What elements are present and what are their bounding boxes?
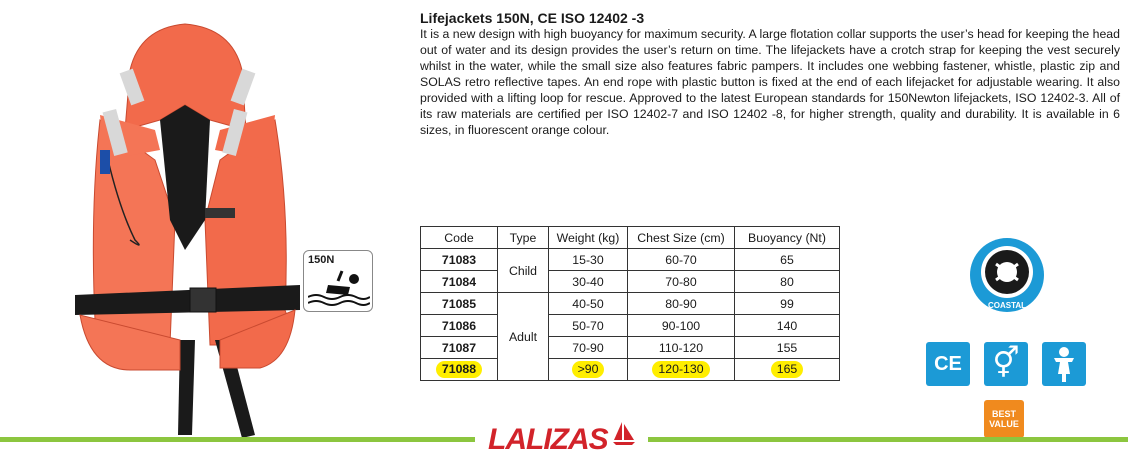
brand-logo: LALIZAS — [488, 423, 608, 456]
badge-label: 150N — [308, 254, 335, 266]
sailboat-icon — [612, 420, 636, 446]
buoyancy-cell — [735, 359, 840, 381]
best-value-badge: BEST VALUE — [984, 400, 1024, 438]
chest-cell: 110-120 — [628, 337, 735, 359]
header-buoyancy: Buoyancy (Nt) — [735, 227, 840, 249]
ce-label: CE — [934, 352, 962, 375]
swimmer-icon — [308, 267, 370, 309]
header-code: Code — [421, 227, 498, 249]
weight-cell — [549, 359, 628, 381]
buoyancy-cell: 65 — [735, 249, 840, 271]
header-type: Type — [498, 227, 549, 249]
coastal-icon — [968, 236, 1046, 314]
highlighted-code: 71088 — [436, 361, 482, 378]
table-row — [421, 271, 840, 293]
chest-cell — [628, 359, 735, 381]
weight-cell: 15-30 — [549, 249, 628, 271]
150n-buoyancy-badge — [303, 250, 373, 312]
buoyancy-cell: 80 — [735, 271, 840, 293]
ce-mark-icon — [926, 342, 970, 386]
coastal-label: COASTAL — [987, 301, 1027, 310]
table-row — [421, 293, 840, 315]
footer-line-right — [648, 437, 1128, 442]
buoyancy-cell: 99 — [735, 293, 840, 315]
table-header-row — [421, 227, 840, 249]
table-row-highlighted — [421, 359, 840, 381]
product-description: It is a new design with high buoyancy for maximum security. A large flotation collar supports the user’s head for keeping the head out of water and its design provides the user’s return on time. The lifejackets have a crotch strap for keeping the vest securely whilst in the water, while the small size also features fabric pampers. It includes one webbing fastener, whistle, plastic zip and SOLAS retro reflective tapes. An end rope with plastic button is fixed at the end of each lifejacket for adjustable wearing. It also provided with a lifting loop for rescue. Approved to the latest European standards for 150Newton lifejackets, ISO 12402-3. All of its raw materials are certified per ISO 12402-7 and ISO 12402 -8, for higher strength, quality and durability. It is available in 6 sizes, in fluorescent orange colour. — [420, 27, 1120, 137]
code-cell: 71084 — [421, 271, 498, 293]
highlighted-weight: >90 — [572, 361, 605, 378]
highlighted-chest: 120-130 — [652, 361, 709, 378]
highlighted-buoyancy: 165 — [771, 361, 804, 378]
chest-cell: 80-90 — [628, 293, 735, 315]
buoyancy-cell: 155 — [735, 337, 840, 359]
table-row — [421, 337, 840, 359]
chest-cell: 90-100 — [628, 315, 735, 337]
code-cell: 71086 — [421, 315, 498, 337]
code-cell: 71085 — [421, 293, 498, 315]
child-icon — [1042, 342, 1086, 386]
weight-cell: 70-90 — [549, 337, 628, 359]
product-title: Lifejackets 150N, CE ISO 12402 -3 — [420, 10, 645, 26]
table-row — [421, 249, 840, 271]
code-cell: 71083 — [421, 249, 498, 271]
unisex-icon: ⚥ — [984, 342, 1028, 386]
code-cell: 71087 — [421, 337, 498, 359]
code-cell — [421, 359, 498, 381]
weight-cell: 30-40 — [549, 271, 628, 293]
weight-cell: 40-50 — [549, 293, 628, 315]
specifications-table — [420, 226, 840, 381]
header-chest-size: Chest Size (cm) — [628, 227, 735, 249]
chest-cell: 60-70 — [628, 249, 735, 271]
weight-cell: 50-70 — [549, 315, 628, 337]
lifejacket-image — [60, 10, 315, 440]
type-cell-adult: Adult — [498, 293, 549, 381]
chest-cell: 70-80 — [628, 271, 735, 293]
header-weight: Weight (kg) — [549, 227, 628, 249]
type-cell-child: Child — [498, 249, 549, 293]
buoyancy-cell: 140 — [735, 315, 840, 337]
footer-line-left — [0, 437, 475, 442]
table-row — [421, 315, 840, 337]
